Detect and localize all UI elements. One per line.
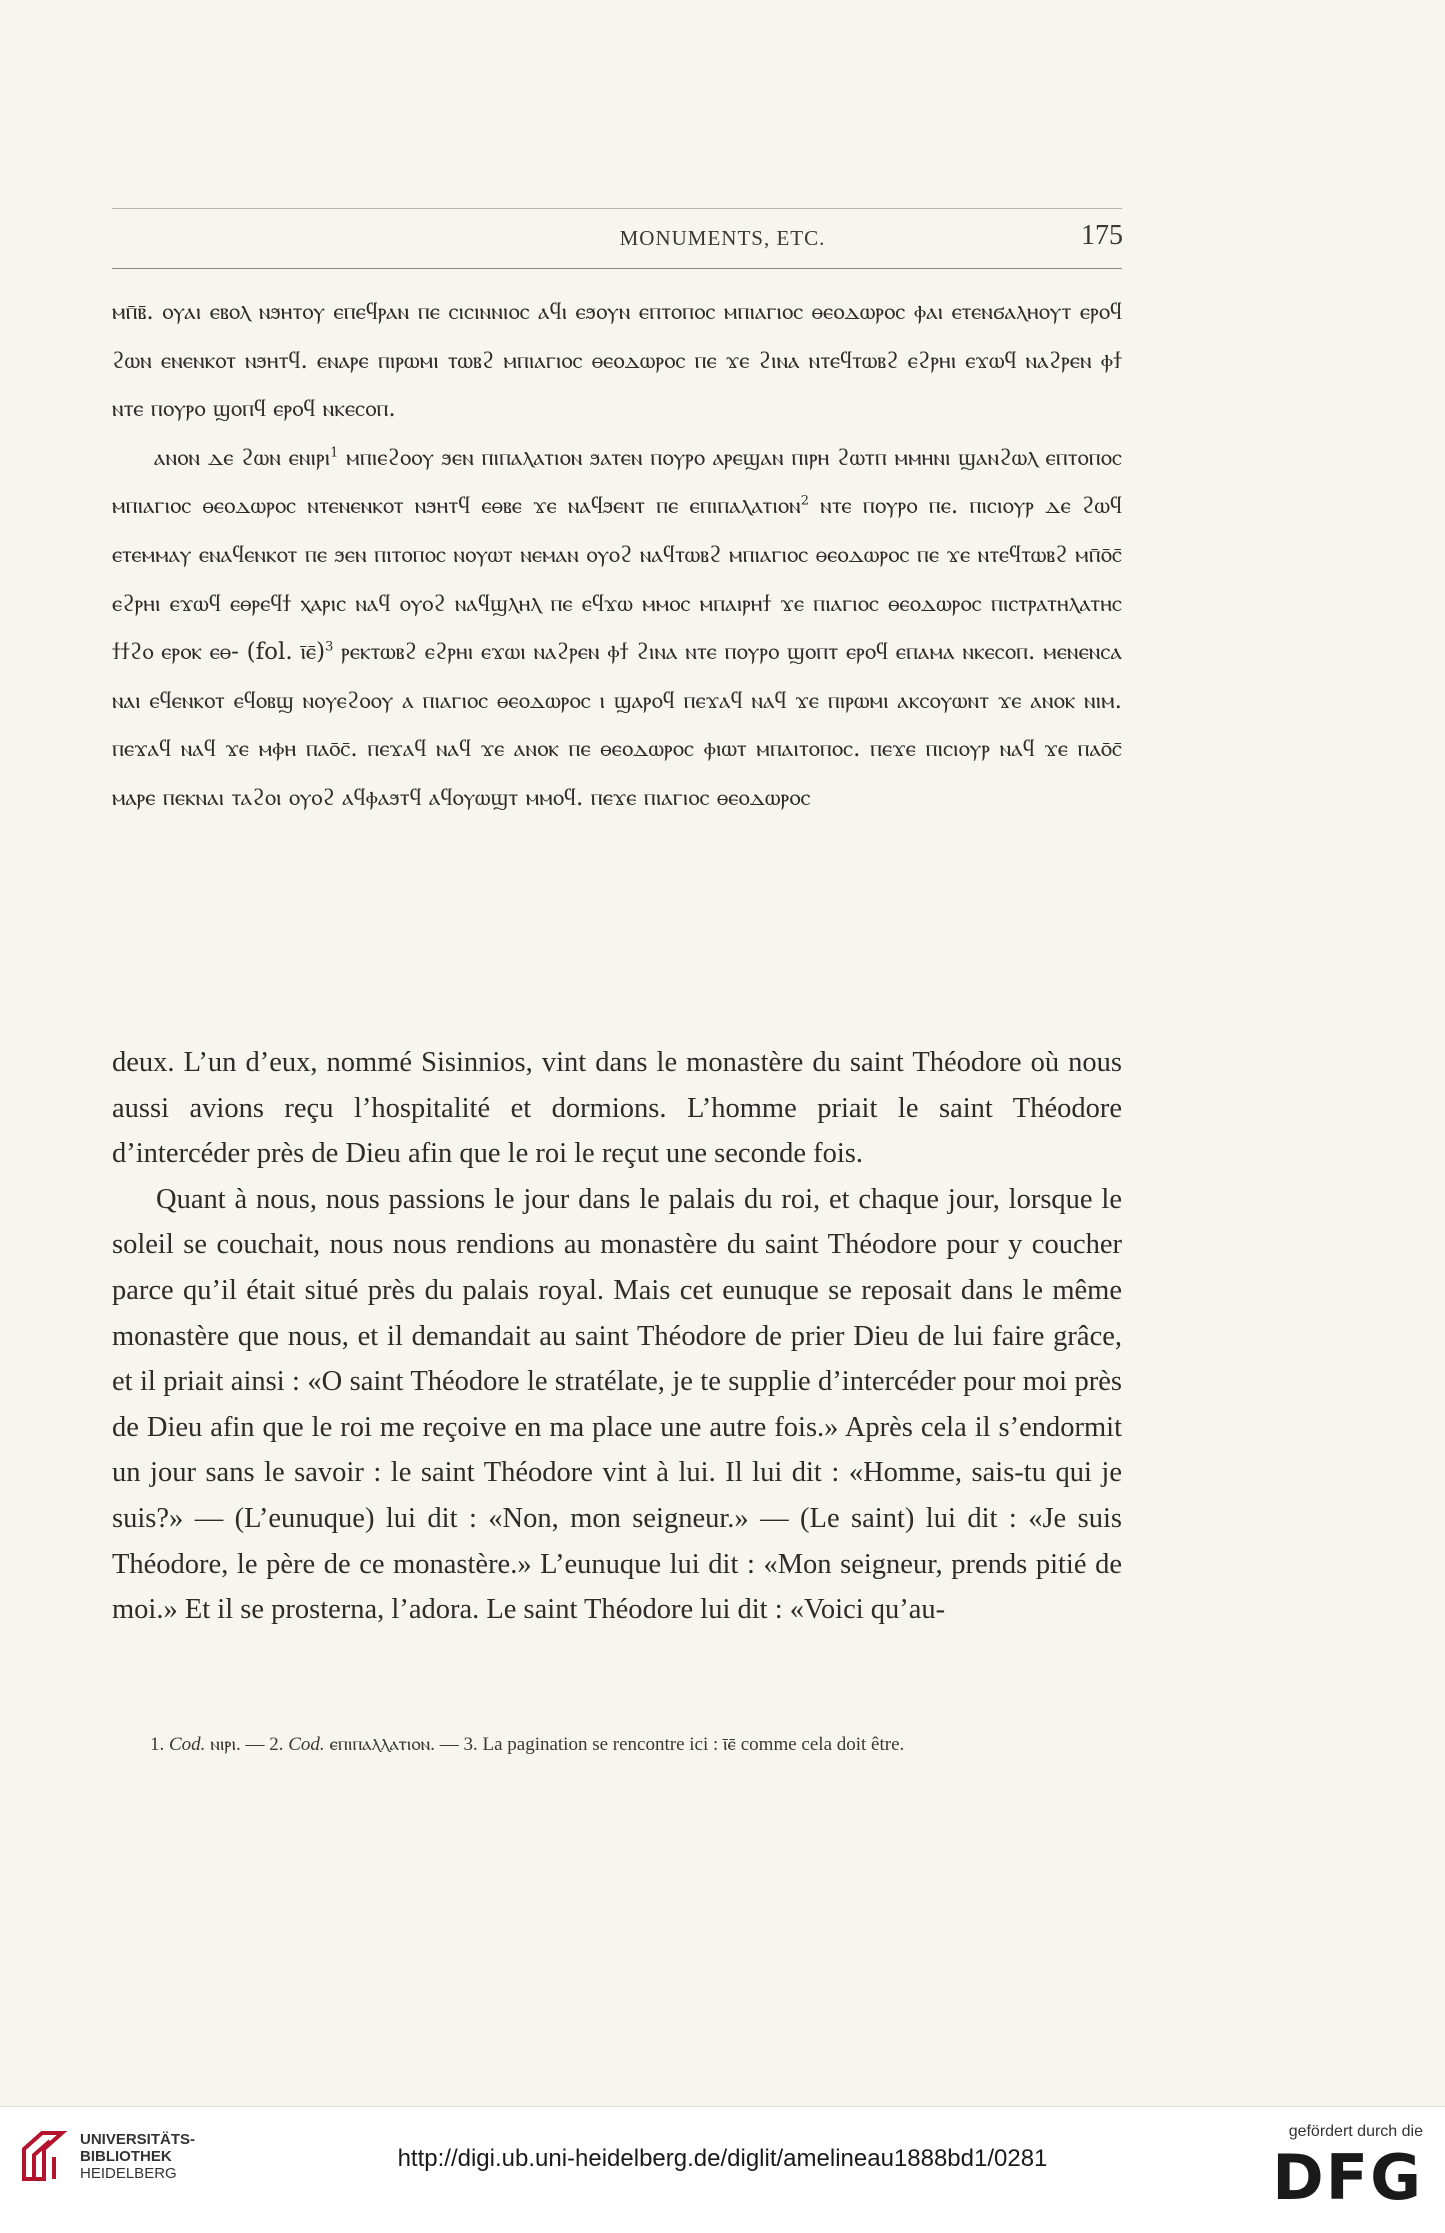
- running-title: MONUMENTS, ETC.: [619, 226, 826, 250]
- top-rule: [112, 208, 1122, 209]
- footnote-coptic: ⲉⲡⲓⲡⲁⲗⲗⲁⲧⲓⲟⲛ.: [329, 1734, 435, 1755]
- coptic-line: ϩⲱⲧⲡ ⲙⲙⲏⲛⲓ ϣⲁⲛϩⲱⲗ ⲉⲡⲧⲟⲡⲟⲥ ⲙⲡⲓⲁⲅⲓⲟⲥ ⲑⲉⲟⲇⲱⲣⲟⲥ ⲛⲧⲉⲛⲉⲛⲕⲟⲧ ⲛϧⲏⲧϥ ⲉⲑⲃⲉ ϫⲉ ⲛⲁϥϧⲉⲛⲧ ⲡⲉ ⲉⲡⲓⲡⲁⲗⲁⲧⲓⲟⲛ: [112, 444, 1123, 520]
- footnote-ref: 3: [325, 639, 334, 655]
- coptic-line: ⲁⲛⲟⲛ ⲇⲉ ϩⲱⲛ ⲉⲛⲓⲣⲓ: [154, 444, 331, 471]
- digitization-footer: [0, 2106, 1445, 2233]
- french-paragraph: Quant à nous, nous passions le jour dans le palais du roi, et chaque jour, lorsque le soleil se couchait, nous nous rendions au monastère du saint Théodore pour y coucher parce qu’il était situé près du palais royal. Mais cet eunuque se reposait dans le même monastère que nous, et il demandait au saint Théodore de prier Dieu de lui faire grâce, et il priait ainsi : «O saint Théodore le stratélate, je te supplie d’intercéder pour moi près de Dieu afin que le roi me reçoive en ma place une autre fois.» Après cela il s’endormit un jour sans le savoir : le saint Théodore vint à lui. Il lui dit : «Homme, sais-tu qui je suis?» — (L’eunuque) lui dit : «Non, mon seigneur.» — (Le saint) lui dit : «Je suis Théodore, le père de ce monastère.» L’eunuque lui dit : «Mon seigneur, prends pitié de moi.» Et il se prosterna, l’adora. Le saint Théodore lui dit : «Voici qu’au-: [112, 1183, 1122, 1626]
- footnote-text: — 3. La pagination se rencontre ici : ⲓ̄ⲉ̄ comme cela doit être.: [439, 1734, 905, 1755]
- library-name-line: HEIDELBERG: [80, 2165, 177, 2182]
- funding-label: gefördert durch die: [1288, 2123, 1423, 2140]
- coptic-line: ⲙⲡⲓⲉϩⲟⲟⲩ ϧⲉⲛ ⲡⲓⲡⲁⲗⲁⲧⲓⲟⲛ ϧⲁⲧⲉⲛ ⲡⲟⲩⲣⲟ ⲁⲣⲉϣⲁⲛ ⲡⲓⲣⲏ: [346, 444, 830, 471]
- permalink-url[interactable]: http://digi.ub.uni-heidelberg.de/diglit/amelineau1888bd1/0281: [397, 2145, 1048, 2172]
- coptic-line: ⲙⲡ̄ⲃ̄. ⲟⲩⲁⲓ ⲉⲃⲟⲗ ⲛϧⲏⲧⲟⲩ ⲉⲡⲉϥⲣⲁⲛ ⲡⲉ ⲥⲓⲥⲓⲛⲛⲓⲟⲥ ⲁϥⲓ ⲉϧⲟⲩⲛ ⲉⲡⲧⲟⲡⲟⲥ ⲙⲡⲓⲁⲅⲓⲟⲥ ⲑⲉⲟⲇⲱⲣⲟⲥ ⲫⲁⲓ ⲉⲧⲉⲛϭⲁⲗⲏⲟⲩⲧ ⲉⲣⲟϥ ϩⲱⲛ ⲉⲛⲉⲛⲕⲟⲧ ⲛϧⲏⲧϥ. ⲉⲛⲁⲣⲉ ⲡⲓⲣⲱⲙⲓ ⲧⲱⲃϩ ⲙⲡⲓⲁⲅⲓⲟⲥ ⲑⲉⲟⲇⲱⲣⲟⲥ ⲡⲉ ϫⲉ ϩⲓⲛⲁ ⲛⲧⲉϥⲧⲱⲃϩ ⲉϩⲣⲏⲓ ⲉϫⲱϥ ⲛⲁϩⲣⲉⲛ ⲫϯ ⲛⲧⲉ ⲡⲟⲩⲣⲟ ϣⲟⲡϥ ⲉⲣⲟϥ ⲛⲕⲉⲥⲟⲡ.: [112, 299, 1122, 423]
- header-rule: [112, 268, 1122, 269]
- coptic-text-block: [112, 288, 1122, 823]
- library-name-line: UNIVERSITÄTS-: [80, 2131, 196, 2148]
- coptic-paragraph: [112, 288, 1122, 434]
- footnote-cod: Cod.: [288, 1734, 325, 1755]
- footnote-number: — 2.: [245, 1734, 284, 1755]
- dfg-logo: DFG: [1272, 2141, 1423, 2214]
- coptic-paragraph: [112, 434, 1122, 823]
- library-name-line: BIBLIOTHEK: [80, 2148, 172, 2165]
- footnote-ref: 1: [330, 445, 339, 461]
- footnote-cod: Cod.: [169, 1734, 206, 1755]
- footnote-ref: 2: [800, 493, 809, 509]
- french-translation: [112, 1040, 1122, 1633]
- footnote-number: 1.: [150, 1734, 165, 1755]
- footnote-coptic: ⲛⲓⲣⲓ.: [210, 1734, 241, 1755]
- footnote-line: [112, 1728, 1122, 1762]
- french-paragraph: deux. L’un d’eux, nommé Sisinnios, vint dans le monastère du saint Théodore où nous aussi avions reçu l’hospitalité et dormions. L’homme priait le saint Théodore d’intercéder près de Dieu afin que le roi le reçut une seconde fois.: [112, 1047, 1122, 1170]
- page-number: 175: [1081, 220, 1123, 251]
- coptic-line: ⲣⲉⲕⲧⲱⲃϩ ⲉϩⲣⲏⲓ ⲉϫⲱⲓ ⲛⲁϩⲣⲉⲛ ⲫϯ ϩⲓⲛⲁ ⲛⲧⲉ ⲡⲟⲩⲣⲟ ϣⲟⲡⲧ ⲉⲣⲟϥ ⲉⲡⲁⲙⲁ ⲛⲕⲉⲥⲟⲡ. ⲙⲉⲛⲉⲛⲥⲁ ⲛⲁⲓ ⲉϥⲉⲛⲕⲟⲧ ⲉϥⲟⲃϣ ⲛⲟⲩⲉϩⲟⲟⲩ ⲁ ⲡⲓⲁⲅⲓⲟⲥ ⲑⲉⲟⲇⲱⲣⲟⲥ ⲓ ϣⲁⲣⲟϥ ⲡⲉϫⲁϥ ⲛⲁϥ ϫⲉ ⲡⲓⲣⲱⲙⲓ ⲁⲕⲥⲟⲩⲱⲛⲧ ϫⲉ ⲁⲛⲟⲕ ⲛⲓⲙ. ⲡⲉϫⲁϥ ⲛⲁϥ ϫⲉ ⲙⲫⲏ ⲡⲁⲟ̄ⲥ̄. ⲡⲉϫⲁϥ ⲛⲁϥ ϫⲉ ⲁⲛⲟⲕ ⲡⲉ ⲑⲉⲟⲇⲱⲣⲟⲥ ⲫⲓⲱⲧ ⲙⲡⲁⲓⲧⲟⲡⲟⲥ. ⲡⲉϫⲉ ⲡⲓⲥⲓⲟⲩⲣ ⲛⲁϥ ϫⲉ ⲡⲁⲟ̄ⲥ̄ ⲙⲁⲣⲉ ⲡⲉⲕⲛⲁⲓ ⲧⲁϩⲟⲓ ⲟⲩⲟϩ ⲁϥⲫⲁϧⲧϥ ⲁϥⲟⲩⲱϣⲧ ⲙⲙⲟϥ. ⲡⲉϫⲉ ⲡⲓⲁⲅⲓⲟⲥ ⲑⲉⲟⲇⲱⲣⲟⲥ: [112, 639, 1122, 811]
- coptic-line: ⲛⲧⲉ ⲡⲟⲩⲣⲟ ⲡⲉ. ⲡⲓⲥⲓⲟⲩⲣ ⲇⲉ ϩⲱϥ ⲉⲧⲉⲙⲙⲁⲩ ⲉⲛⲁϥⲉⲛⲕⲟⲧ ⲡⲉ ϧⲉⲛ ⲡⲓⲧⲟⲡⲟⲥ ⲛⲟⲩⲱⲧ ⲛⲉⲙⲁⲛ ⲟⲩⲟϩ ⲛⲁϥⲧⲱⲃϩ ⲙⲡⲓⲁⲅⲓⲟⲥ ⲑⲉⲟⲇⲱⲣⲟⲥ ⲡⲉ ϫⲉ ⲛⲧⲉϥⲧⲱⲃϩ ⲙⲡ̄ⲟ̄ⲥ̄ ⲉϩⲣⲏⲓ ⲉϫⲱϥ ⲉⲑⲣⲉϥϯ ⲭⲁⲣⲓⲥ ⲛⲁϥ ⲟⲩⲟϩ ⲛⲁϥϣⲗⲏⲗ ⲡⲉ ⲉϥϫⲱ ⲙⲙⲟⲥ ⲙⲡⲁⲓⲣⲏϯ ϫⲉ ⲡⲓⲁⲅⲓⲟⲥ ⲑⲉⲟⲇⲱⲣⲟⲥ ⲡⲓⲥⲧⲣⲁⲧⲏⲗⲁⲧⲏⲥ ϯϯϩⲟ ⲉⲣⲟⲕ ⲉⲑ- (fol. ⲓ̄ⲉ̄): [112, 493, 1122, 666]
- footnotes: [112, 1728, 1122, 1762]
